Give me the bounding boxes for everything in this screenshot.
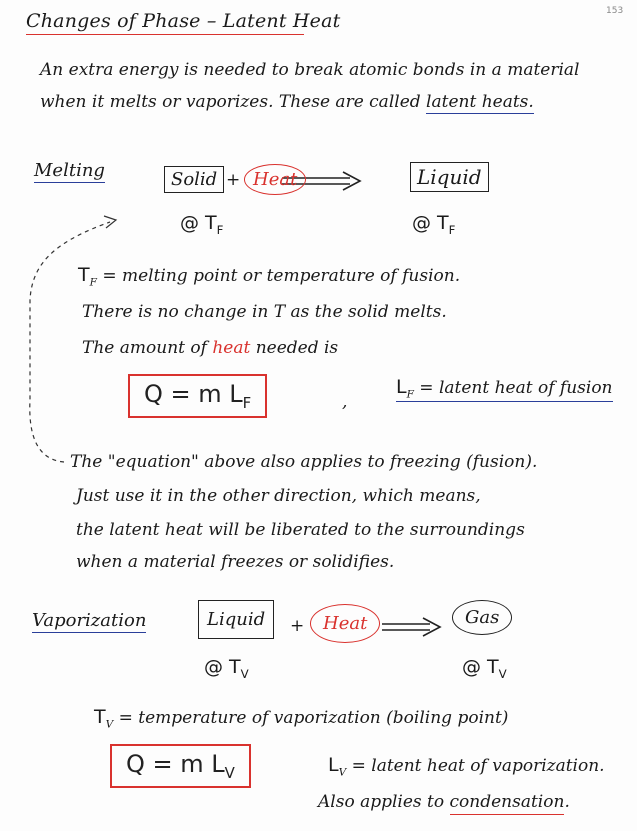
gas-oval: Gas (452, 600, 512, 635)
freeze-line-2: Just use it in the other direction, which means, (76, 486, 481, 506)
also-applies-line: Also applies to condensation. (318, 792, 570, 812)
equation-comma: , (342, 392, 348, 412)
vaporization-arrow (382, 618, 440, 636)
melting-heading: Melting (34, 160, 105, 181)
intro-line-2: when it melts or vaporizes. These are called latent heats. (40, 92, 534, 112)
intro-line-1: An extra energy is needed to break atomic bonds in a material (40, 60, 580, 80)
at-tv-gas: @ $T_V$ (462, 656, 507, 681)
latent-heats-term: latent heats. (426, 92, 534, 112)
solid-box: Solid (164, 166, 224, 193)
tf-definition: $T_F$ = melting point or temperature of fusion. (78, 264, 461, 289)
melting-plus: + (226, 170, 241, 190)
amount-heat-word: heat (212, 338, 251, 358)
tv-definition: $T_V$ = temperature of vaporization (boiling point) (94, 706, 509, 731)
freeze-line-3: the latent heat will be liberated to the surroundings (76, 520, 525, 540)
page-title: Changes of Phase – Latent Heat (26, 10, 304, 35)
heat-oval-melting: Heat (244, 164, 306, 195)
at-tf-solid: @ $T_F$ (180, 212, 224, 237)
lv-definition: $L_V$ = latent heat of vaporization. (328, 754, 605, 779)
lf-definition: $L_F$ = latent heat of fusion (396, 376, 613, 401)
heat-oval-vaporization: Heat (310, 604, 380, 643)
at-tv-liquid: @ $T_V$ (204, 656, 249, 681)
condensation-term: condensation (450, 792, 565, 815)
vaporization-plus: + (290, 616, 305, 636)
at-tf-liquid: @ $T_F$ (412, 212, 456, 237)
no-change-line: There is no change in T as the solid melts. (82, 302, 447, 322)
vaporization-equation-box: Q = m $L_V$ (110, 744, 251, 788)
freeze-line-4: when a material freezes or solidifies. (76, 552, 395, 572)
amount-line: The amount of heat needed is (82, 338, 339, 358)
melting-equation-box: Q = m $L_F$ (128, 374, 267, 418)
page-number: 153 (606, 6, 624, 16)
vaporization-heading: Vaporization (32, 610, 147, 631)
liquid-box-vaporization: Liquid (198, 600, 274, 639)
liquid-box-melting: Liquid (410, 162, 489, 192)
freeze-line-1: The "equation" above also applies to freezing (fusion). (70, 452, 538, 472)
